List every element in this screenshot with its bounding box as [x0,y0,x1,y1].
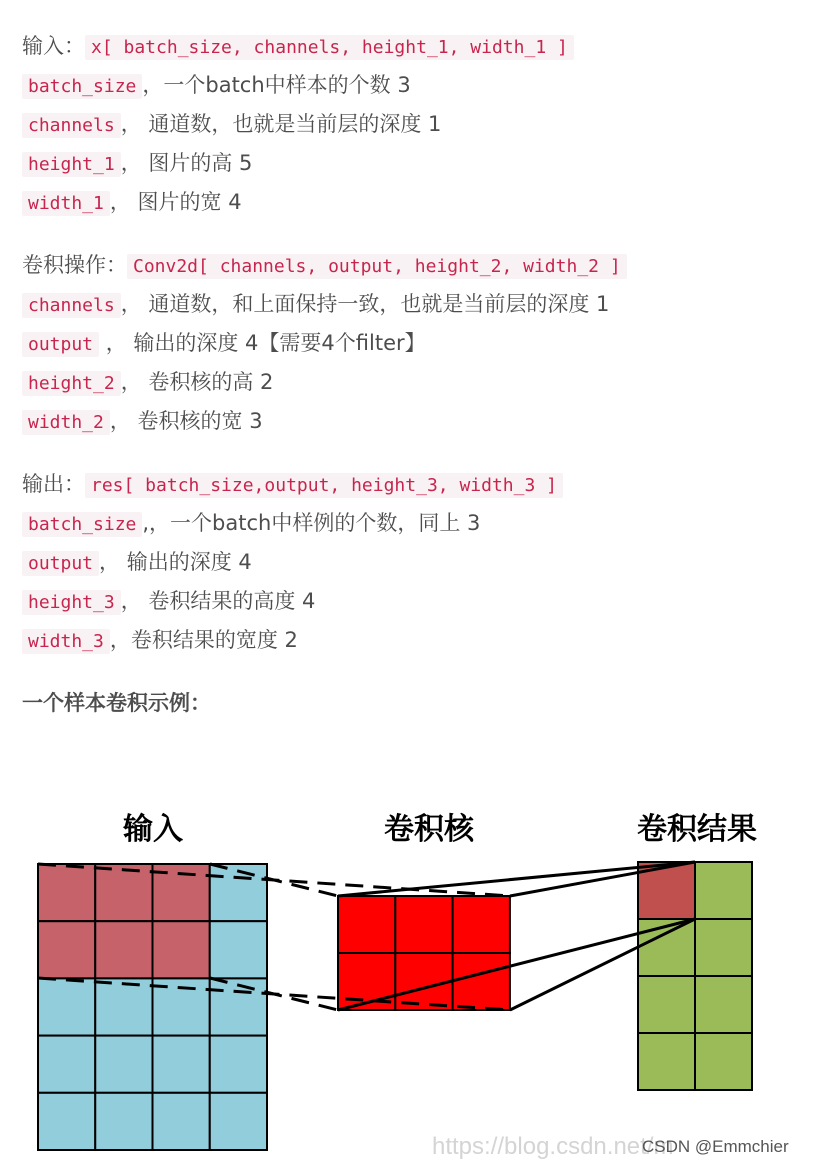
result-label: 卷积结果 [637,812,757,847]
input-cell [38,978,95,1035]
conv-shape-code: Conv2d[ channels, output, height_2, width_2 ] [127,254,627,279]
input-cell [95,1093,152,1150]
input-cell [95,978,152,1035]
output-shape-code: res[ batch_size,output, height_3, width_3 ] [85,473,563,498]
input-cell [95,864,152,921]
param-code: batch_size [22,74,142,99]
result-cell [638,976,695,1033]
param-desc: ， 输出的深度 4【需要4个filter】 [99,331,426,355]
param-desc: ， 通道数，也就是当前层的深度 1 [120,112,442,136]
convolution-diagram [0,764,817,1164]
kernel-cell [453,953,510,1010]
list-item [22,109,441,141]
param-desc: ， 通道数，和上面保持一致，也就是当前层的深度 1 [120,292,610,316]
conv-heading [22,250,627,282]
result-cell [695,976,752,1033]
param-desc: ，一个batch中样本的个数 3 [142,73,411,97]
list-item [22,70,411,102]
list-item [22,625,298,657]
list-item [22,148,252,180]
param-code: height_1 [22,152,121,177]
input-cell [153,921,210,978]
param-desc: ， 图片的宽 4 [109,190,242,214]
list-item [22,289,609,321]
input-heading-label: 输入： [22,34,85,58]
input-heading [22,31,574,63]
kernel-cell [395,896,452,953]
list-item [22,328,426,360]
output-heading-label: 输出： [22,472,85,496]
param-desc: ， 图片的高 5 [120,151,253,175]
param-code: batch_size [22,512,142,537]
param-code: channels [22,293,121,318]
result-cell [695,1033,752,1090]
input-cell [95,1036,152,1093]
param-code: channels [22,113,121,138]
param-desc: ，卷积结果的宽度 2 [109,628,298,652]
param-code: height_2 [22,371,121,396]
input-cell [153,1093,210,1150]
conv-heading-label: 卷积操作： [22,253,127,277]
input-cell [210,978,267,1035]
watermark-url: https://blog.csdn.net/m [432,1133,674,1160]
kernel-label: 卷积核 [384,812,474,847]
input-shape-code: x[ batch_size, channels, height_1, width_1 ] [85,35,574,60]
param-desc: ， 卷积结果的高度 4 [120,589,316,613]
param-desc: ， 卷积核的高 2 [120,370,274,394]
list-item [22,547,252,579]
input-cell [38,864,95,921]
param-desc: ， 输出的深度 4 [99,550,252,574]
input-cell [210,921,267,978]
kernel-cell [453,896,510,953]
list-item [22,586,315,618]
input-cell [38,921,95,978]
input-cell [95,921,152,978]
input-cell [38,1093,95,1150]
input-cell [210,1093,267,1150]
param-code: width_2 [22,410,110,435]
output-heading [22,469,563,501]
param-code: width_1 [22,191,110,216]
list-item [22,406,263,438]
diagram-grids [38,862,752,1150]
watermark-author: CSDN @Emmchier [642,1137,789,1156]
input-cell [38,1036,95,1093]
result-cell [695,862,752,919]
example-title: 一个样本卷积示例： [22,691,211,715]
list-item [22,508,480,540]
input-cell [210,1036,267,1093]
param-desc: ， 卷积核的宽 3 [109,409,263,433]
result-cell [695,919,752,976]
input-cell [153,1036,210,1093]
result-cell [638,1033,695,1090]
param-code: height_3 [22,590,121,615]
kernel-cell [338,896,395,953]
param-desc: ,，一个batch中样例的个数，同上 3 [142,511,481,535]
input-label: 输入 [123,812,183,847]
list-item [22,187,242,219]
param-code: width_3 [22,629,110,654]
list-item [22,367,273,399]
param-code: output [22,332,99,357]
param-code: output [22,551,99,576]
